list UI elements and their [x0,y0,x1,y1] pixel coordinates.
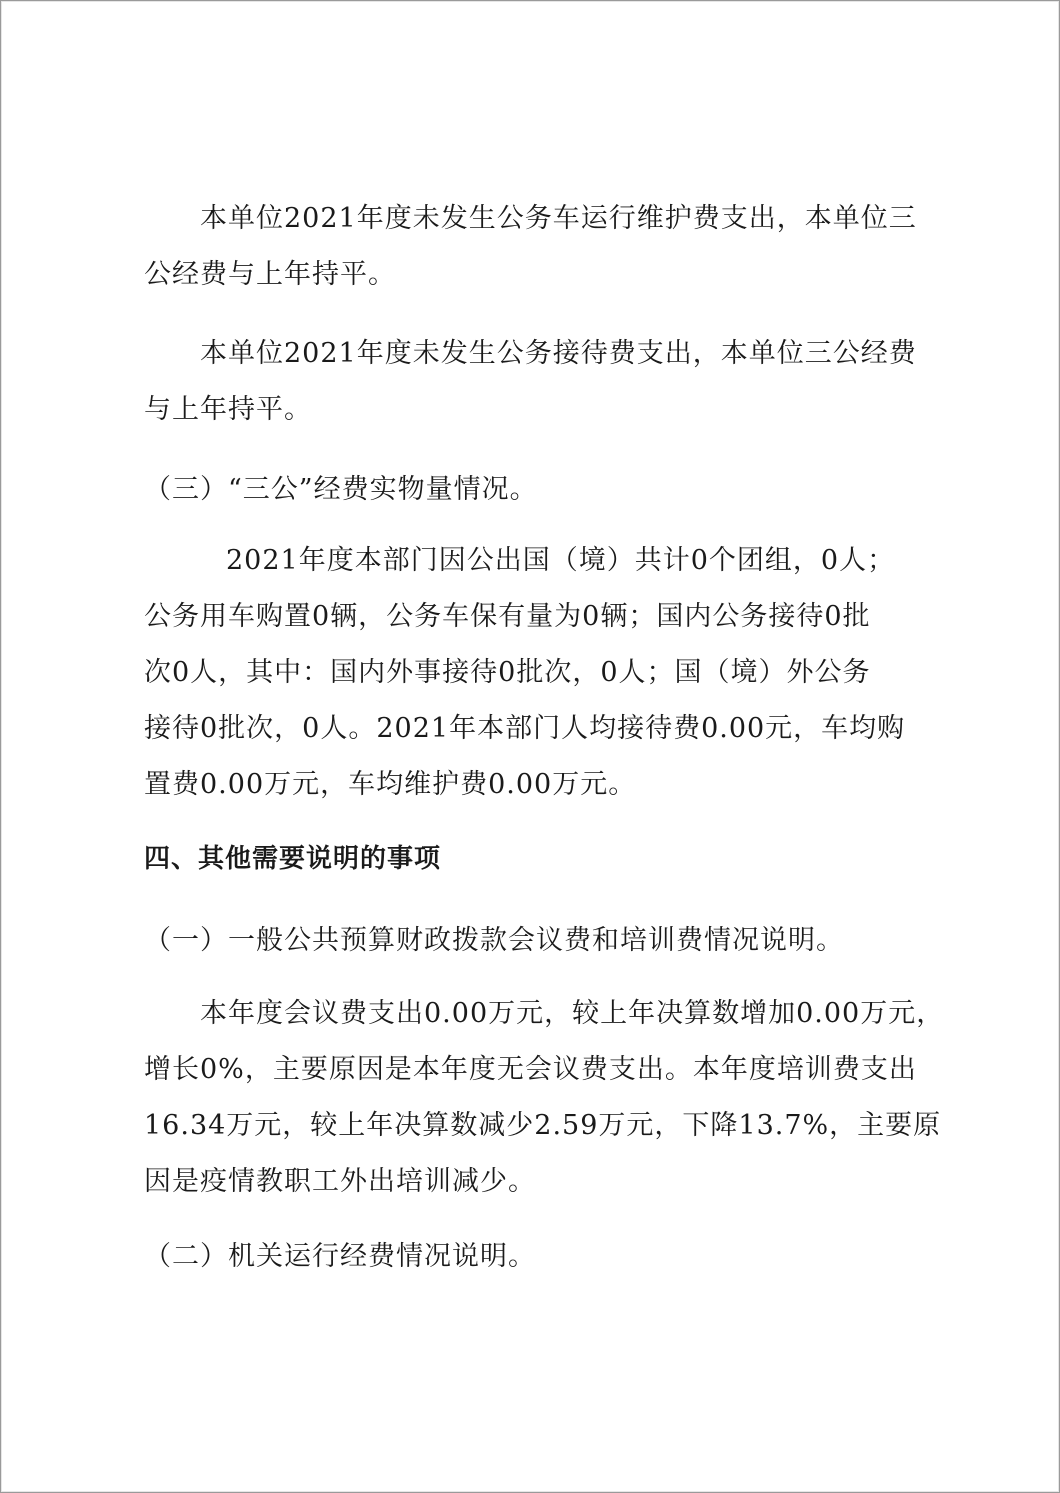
subheading-operating-expenses [144,1229,924,1285]
paragraph-reception [144,326,924,438]
subheading-text: （二）机关运行经费情况说明。 [144,1241,536,1272]
section-heading-text: 四、其他需要说明的事项 [144,844,442,874]
paragraph-line: 公务用车购置0辆，公务车保有量为0辆；国内公务接待0批 [144,601,871,632]
paragraph-line: 因是疫情教职工外出培训减少。 [144,1166,536,1197]
paragraph-line: 接待0批次，0人。2021年本部门人均接待费0.00元，车均购 [144,713,906,744]
subheading-text: （三）“三公”经费实物量情况。 [144,474,538,505]
paragraph-line: 公经费与上年持平。 [144,259,396,290]
paragraph-line: 本年度会议费支出0.00万元，较上年决算数增加0.00万元， [200,998,945,1029]
paragraph-line: 与上年持平。 [144,394,312,425]
paragraph-quantity-details [144,533,924,813]
subheading-meeting-training [144,913,924,969]
paragraph-line: 置费0.00万元，车均维护费0.00万元。 [144,769,637,800]
subheading-three-public-quantity [144,462,924,518]
paragraph-line: 次0人，其中：国内外事接待0批次，0人；国（境）外公务 [144,657,871,688]
subheading-text: （一）一般公共预算财政拨款会议费和培训费情况说明。 [144,925,844,956]
paragraph-vehicle-maintenance [144,191,924,303]
paragraph-line: 增长0%，主要原因是本年度无会议费支出。本年度培训费支出 [144,1054,917,1085]
paragraph-line: 本单位2021年度未发生公务接待费支出，本单位三公经费 [200,338,917,369]
paragraph-line: 16.34万元，较上年决算数减少2.59万元，下降13.7%，主要原 [144,1110,942,1141]
paragraph-line: 本单位2021年度未发生公务车运行维护费支出，本单位三 [200,203,917,234]
paragraph-line: 2021年度本部门因公出国（境）共计0个团组，0人； [226,545,896,576]
paragraph-meeting-training [144,986,945,1210]
section-heading-four [144,831,924,887]
